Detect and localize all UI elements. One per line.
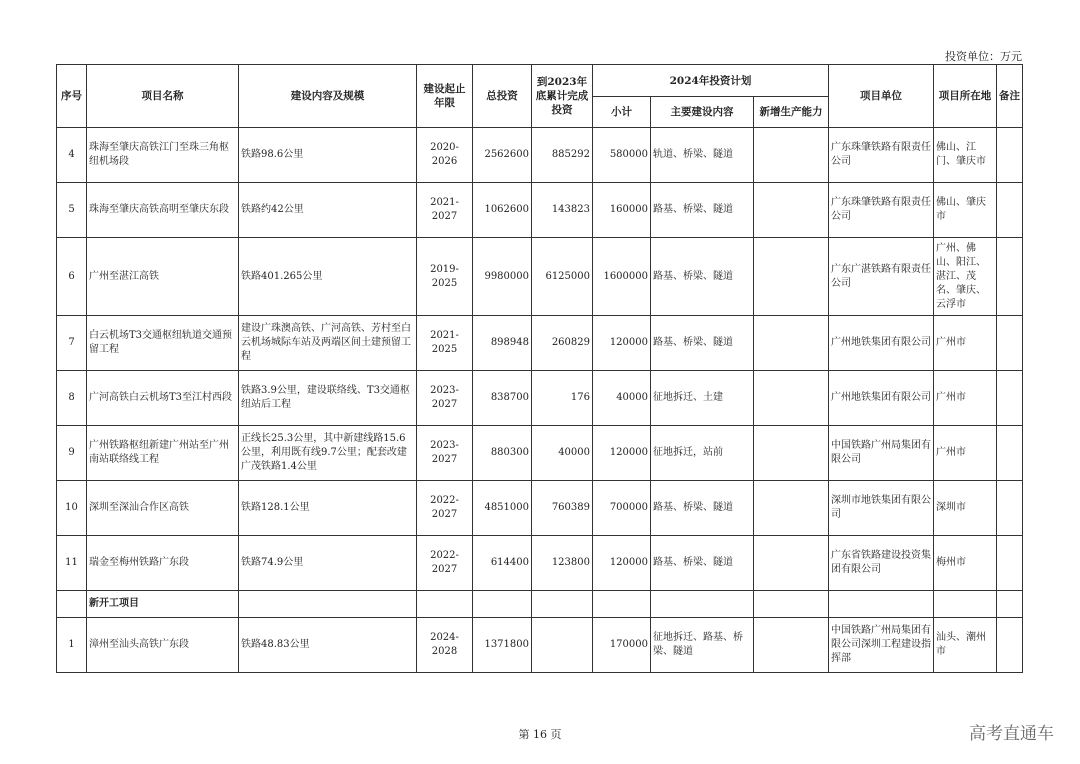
watermark: 高考直通车	[969, 724, 1054, 744]
cell-unit: 中国铁路广州局集团有限公司	[829, 426, 934, 481]
cell-name: 瑞金至梅州铁路广东段	[87, 536, 239, 591]
cell-capacity	[754, 128, 829, 183]
cell-main: 路基、桥梁、隧道	[651, 536, 754, 591]
cell-main: 路基、桥梁、隧道	[651, 316, 754, 371]
cell-content: 铁路74.9公里	[239, 536, 417, 591]
cell-seq: 11	[57, 536, 87, 591]
cell-period: 2022-2027	[417, 481, 473, 536]
cell-main: 路基、桥梁、隧道	[651, 238, 754, 316]
cell-capacity	[754, 183, 829, 238]
cell-location: 佛山、江门、肇庆市	[934, 128, 997, 183]
cell-remark	[997, 316, 1023, 371]
cell-total: 1371800	[473, 618, 532, 673]
cell-total: 9980000	[473, 238, 532, 316]
cell-period: 2021-2025	[417, 316, 473, 371]
cell-unit: 广东珠肇铁路有限责任公司	[829, 183, 934, 238]
header-unit: 项目单位	[829, 65, 934, 128]
cell-name: 广河高铁白云机场T3至江村西段	[87, 371, 239, 426]
cell-total: 880300	[473, 426, 532, 481]
cell-remark	[997, 183, 1023, 238]
cell-location: 广州市	[934, 371, 997, 426]
cell-total: 2562600	[473, 128, 532, 183]
cell-remark	[997, 426, 1023, 481]
cell-location: 梅州市	[934, 536, 997, 591]
cell-name: 珠海至肇庆高铁江门至珠三角枢纽机场段	[87, 128, 239, 183]
table-row	[57, 426, 1023, 481]
cell-main: 轨道、桥梁、隧道	[651, 128, 754, 183]
cell-subtotal: 170000	[593, 618, 651, 673]
cell-name: 漳州至汕头高铁广东段	[87, 618, 239, 673]
cell-content: 铁路128.1公里	[239, 481, 417, 536]
header-plan: 2024年投资计划	[593, 65, 829, 97]
header-period: 建设起止年限	[417, 65, 473, 128]
cell-total: 1062600	[473, 183, 532, 238]
cell-done: 885292	[532, 128, 593, 183]
cell-location: 广州、佛山、阳江、湛江、茂名、肇庆、云浮市	[934, 238, 997, 316]
cell-seq: 10	[57, 481, 87, 536]
cell-unit: 广东广湛铁路有限责任公司	[829, 238, 934, 316]
section-row	[57, 591, 1023, 618]
cell-done: 760389	[532, 481, 593, 536]
cell-remark	[997, 481, 1023, 536]
cell-unit: 广东省铁路建设投资集团有限公司	[829, 536, 934, 591]
cell-subtotal: 120000	[593, 536, 651, 591]
cell-location: 广州市	[934, 426, 997, 481]
cell-content: 铁路48.83公里	[239, 618, 417, 673]
cell-content: 铁路约42公里	[239, 183, 417, 238]
cell-main: 征地拆迁，站前	[651, 426, 754, 481]
header-total: 总投资	[473, 65, 532, 128]
cell-seq: 6	[57, 238, 87, 316]
cell-subtotal: 580000	[593, 128, 651, 183]
cell-done: 6125000	[532, 238, 593, 316]
table-row	[57, 536, 1023, 591]
header-remark: 备注	[997, 65, 1023, 128]
table-row	[57, 316, 1023, 371]
header-done: 到2023年底累计完成投资	[532, 65, 593, 128]
cell-subtotal: 120000	[593, 316, 651, 371]
cell-capacity	[754, 371, 829, 426]
cell-main: 征地拆迁、土建	[651, 371, 754, 426]
cell-unit: 广州地铁集团有限公司	[829, 316, 934, 371]
cell-subtotal: 160000	[593, 183, 651, 238]
table-row	[57, 481, 1023, 536]
cell-subtotal: 120000	[593, 426, 651, 481]
investment-table	[56, 64, 1023, 673]
cell-subtotal: 700000	[593, 481, 651, 536]
cell-seq: 1	[57, 618, 87, 673]
cell-period: 2019-2025	[417, 238, 473, 316]
cell-name: 珠海至肇庆高铁高明至肇庆东段	[87, 183, 239, 238]
cell-period: 2021-2027	[417, 183, 473, 238]
cell-subtotal: 40000	[593, 371, 651, 426]
cell-remark	[997, 536, 1023, 591]
cell-period: 2024-2028	[417, 618, 473, 673]
cell-content: 铁路401.265公里	[239, 238, 417, 316]
cell-capacity	[754, 536, 829, 591]
cell-content: 铁路98.6公里	[239, 128, 417, 183]
cell-name: 白云机场T3交通枢纽轨道交通预留工程	[87, 316, 239, 371]
cell-done: 143823	[532, 183, 593, 238]
header-subtotal: 小计	[593, 97, 651, 128]
cell-done: 123800	[532, 536, 593, 591]
cell-done: 260829	[532, 316, 593, 371]
table-row	[57, 183, 1023, 238]
cell-main: 路基、桥梁、隧道	[651, 481, 754, 536]
table-row	[57, 238, 1023, 316]
cell-capacity	[754, 481, 829, 536]
section-title: 新开工项目	[87, 591, 239, 618]
cell-name: 广州铁路枢纽新建广州站至广州南站联络线工程	[87, 426, 239, 481]
cell-content: 正线长25.3公里，其中新建线路15.6公里，利用既有线9.7公里；配套改建广茂铁路1.4公里	[239, 426, 417, 481]
cell-content: 建设广珠澳高铁、广河高铁、芳村至白云机场城际车站及两端区间土建预留工程	[239, 316, 417, 371]
cell-seq: 4	[57, 128, 87, 183]
cell-done	[532, 618, 593, 673]
cell-unit: 广州地铁集团有限公司	[829, 371, 934, 426]
cell-location: 佛山、肇庆市	[934, 183, 997, 238]
cell-done: 176	[532, 371, 593, 426]
cell-seq: 8	[57, 371, 87, 426]
header-seq: 序号	[57, 65, 87, 128]
table-row	[57, 618, 1023, 673]
header-content: 建设内容及规模	[239, 65, 417, 128]
cell-unit: 深圳市地铁集团有限公司	[829, 481, 934, 536]
header-main-content: 主要建设内容	[651, 97, 754, 128]
cell-remark	[997, 238, 1023, 316]
cell-name: 深圳至深汕合作区高铁	[87, 481, 239, 536]
cell-location: 汕头、潮州市	[934, 618, 997, 673]
cell-total: 898948	[473, 316, 532, 371]
unit-note: 投资单位：万元	[945, 50, 1022, 63]
cell-period: 2023-2027	[417, 371, 473, 426]
cell-seq: 9	[57, 426, 87, 481]
cell-capacity	[754, 238, 829, 316]
cell-done: 40000	[532, 426, 593, 481]
cell-total: 614400	[473, 536, 532, 591]
cell-capacity	[754, 618, 829, 673]
cell-main: 路基、桥梁、隧道	[651, 183, 754, 238]
cell-content: 铁路3.9公里，建设联络线、T3交通枢纽站后工程	[239, 371, 417, 426]
cell-total: 838700	[473, 371, 532, 426]
cell-remark	[997, 128, 1023, 183]
cell-period: 2022-2027	[417, 536, 473, 591]
header-capacity: 新增生产能力	[754, 97, 829, 128]
cell-period: 2020-2026	[417, 128, 473, 183]
page-number: 第 16 页	[518, 728, 562, 741]
cell-unit: 中国铁路广州局集团有限公司深圳工程建设指挥部	[829, 618, 934, 673]
cell-seq: 5	[57, 183, 87, 238]
cell-seq: 7	[57, 316, 87, 371]
cell-period: 2023-2027	[417, 426, 473, 481]
cell-subtotal: 1600000	[593, 238, 651, 316]
cell-main: 征地拆迁、路基、桥梁、隧道	[651, 618, 754, 673]
header-location: 项目所在地	[934, 65, 997, 128]
cell-location: 广州市	[934, 316, 997, 371]
cell-name: 广州至湛江高铁	[87, 238, 239, 316]
cell-remark	[997, 371, 1023, 426]
table-row	[57, 371, 1023, 426]
cell-remark	[997, 618, 1023, 673]
cell-capacity	[754, 316, 829, 371]
header-name: 项目名称	[87, 65, 239, 128]
cell-total: 4851000	[473, 481, 532, 536]
cell-unit: 广东珠肇铁路有限责任公司	[829, 128, 934, 183]
cell-capacity	[754, 426, 829, 481]
cell-seq	[57, 591, 87, 618]
cell-location: 深圳市	[934, 481, 997, 536]
table-row	[57, 128, 1023, 183]
